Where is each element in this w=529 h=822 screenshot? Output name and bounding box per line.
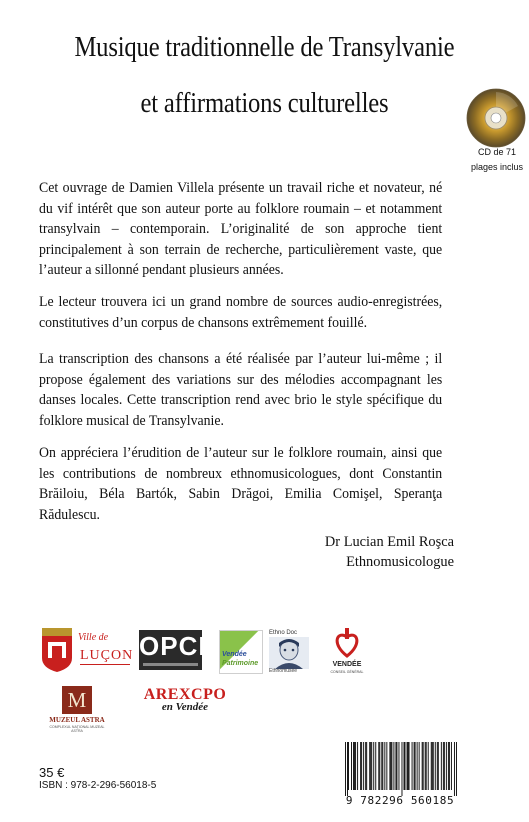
barcode-bar (384, 742, 385, 790)
barcode-bar (396, 742, 397, 790)
cd-disc-icon (466, 88, 526, 148)
vendee-patrimoine-top: Vendée (222, 651, 247, 658)
barcode-number: 9 782296 560185 (345, 794, 455, 807)
cd-caption-line1: CD de 71 (477, 147, 517, 157)
barcode-bar (449, 742, 450, 790)
astra-sub: COMPLEXUL NAŢIONAL MUZEAL ASTRA (49, 725, 105, 733)
vendee-patrimoine-bottom: Patrimoine (222, 660, 259, 667)
barcode-bar (402, 742, 403, 796)
price: 35 € (39, 765, 65, 780)
barcode-bar (409, 742, 410, 790)
barcode-bar (375, 742, 376, 790)
barcode-bar (378, 742, 379, 790)
barcode-bar (408, 742, 409, 790)
barcode-bar (398, 742, 399, 790)
barcode-bar (389, 742, 390, 790)
barcode-bar (345, 742, 346, 796)
barcode-bar (369, 742, 370, 790)
arexcpo-logo (135, 686, 235, 716)
paragraph-1: Cet ouvrage de Damien Villela présente un travail riche et novateur, né du vif intérêt que son auteur porte au folklore roumain – et notamment transylvain – contemporain. L’originalité de son approche tient principalement à son terrain de recherche, particulièrement vaste, que l’auteur a sillonné pendant plusieurs années. (39, 180, 443, 278)
barcode-bar (435, 742, 436, 790)
isbn: ISBN : 978-2-296-56018-5 (39, 780, 157, 791)
vendee-cg-logo (328, 628, 366, 678)
barcode-bar (423, 742, 424, 790)
barcode-bar (451, 742, 452, 790)
paragraph-3: La transcription des chansons a été réalisée par l’auteur lui-même ; il propose également des variations sur des mélodies accompagnant les danses locales. Cette transcription rend avec brio le style spécifique du folklore musical de Transylvanie. (39, 351, 443, 429)
lucon-label-main: LUÇON (80, 648, 134, 663)
barcode-bar (390, 742, 391, 790)
barcode-bar (373, 742, 374, 790)
barcode-bar (444, 742, 445, 790)
barcode-bar (454, 742, 455, 796)
barcode-bar (437, 742, 438, 790)
cd-caption (452, 145, 529, 175)
ethnodoc-logo (269, 630, 309, 674)
barcode-bar (355, 742, 356, 790)
barcode-bar (366, 742, 367, 790)
barcode-bar (351, 742, 352, 790)
ethnodoc-top: Ethno Doc (269, 630, 298, 636)
ethnodoc-bottom: Ethnomusée (269, 668, 298, 674)
barcode-bar (412, 742, 413, 790)
barcode-bar (425, 742, 426, 790)
barcode-bar (391, 742, 392, 790)
barcode-bar (428, 742, 429, 790)
barcode-bar (381, 742, 382, 790)
barcode-bar (433, 742, 434, 790)
barcode-bar (426, 742, 427, 790)
lucon-logo (40, 628, 134, 672)
barcode-bar (371, 742, 372, 790)
barcode-bar (382, 742, 383, 790)
barcode-bar (432, 742, 433, 790)
barcode-bar (431, 742, 432, 790)
opci-label: OPCI (139, 631, 207, 661)
lucon-label-top: Ville de (78, 632, 109, 643)
barcode-bar (353, 742, 354, 790)
signature-role: Ethnomusicologue (346, 554, 454, 570)
barcode-bar (348, 742, 349, 790)
barcode-bar (443, 742, 444, 790)
barcode-bar (370, 742, 371, 790)
barcode-bar (446, 742, 447, 790)
vendee-cg-label: VENDÉE (332, 661, 362, 668)
lucon-crest-icon (40, 628, 74, 672)
barcode (345, 742, 457, 798)
paragraph-2: Le lecteur trouvera ici un grand nombre de sources audio-enregistrées, constitutives d’un corpus de chansons extrêmement fouillé. (39, 294, 443, 331)
barcode-bar (395, 742, 396, 790)
muzeul-astra-logo (47, 686, 107, 732)
barcode-bar (354, 742, 355, 790)
barcode-bar (386, 742, 387, 790)
barcode-bar (419, 742, 420, 790)
barcode-bar (360, 742, 361, 790)
barcode-bar (405, 742, 406, 790)
book-title-line2: et affirmations culturelles (140, 88, 389, 119)
paragraph-4: On appréciera l’érudition de l’auteur sur le folklore roumain, ainsi que les contributions de nombreux ethnomusicologues, dont Constantin Brăiloiu, Béla Bartók, Sabin Drăgoi, Emilia Comişel, Speranţa Rădulescu. (39, 445, 443, 523)
barcode-bar (415, 742, 416, 790)
barcode-bar (456, 742, 457, 796)
heart-icon (335, 628, 359, 658)
barcode-bar (414, 742, 415, 790)
astra-emblem-icon: M (62, 686, 92, 714)
barcode-bar (417, 742, 418, 790)
barcode-bar (422, 742, 423, 790)
barcode-bar (357, 742, 358, 790)
vendee-cg-sub: CONSEIL GÉNÉRAL (330, 670, 364, 674)
barcode-bar (361, 742, 362, 790)
portrait-icon (269, 637, 309, 669)
barcode-bar (407, 742, 408, 790)
barcode-bar (404, 742, 405, 790)
astra-label: MUZEUL ASTRA (49, 716, 105, 724)
arexcpo-sub: en Vendée (161, 701, 209, 713)
barcode-bar (363, 742, 364, 790)
barcode-bar (393, 742, 394, 790)
arexcpo-label: AREXCPO (143, 686, 227, 703)
barcode-bar (441, 742, 442, 790)
cd-caption-line2: plages inclus (470, 162, 524, 172)
signature-name: Dr Lucian Emil Roşca (324, 534, 454, 550)
opci-logo (139, 630, 207, 670)
book-title-line1: Musique traditionnelle de Transylvanie (74, 32, 455, 63)
barcode-bar (365, 742, 366, 790)
barcode-bar (448, 742, 449, 790)
barcode-bar (379, 742, 380, 790)
barcode-bar (347, 742, 348, 796)
opci-strip (143, 663, 198, 666)
vendee-patrimoine-logo (219, 630, 263, 674)
barcode-bar (438, 742, 439, 790)
